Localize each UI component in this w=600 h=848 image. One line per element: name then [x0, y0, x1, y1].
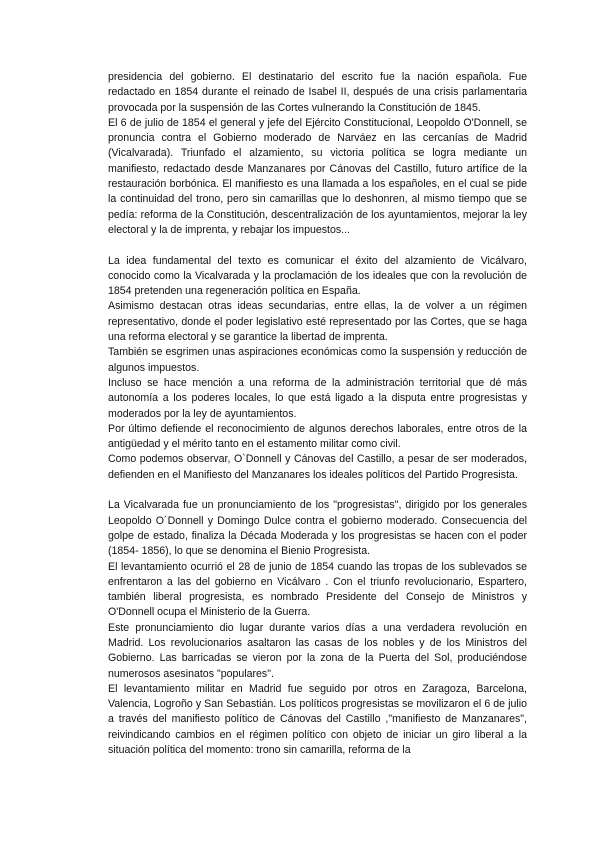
- paragraph: La idea fundamental del texto es comunicar el éxito del alzamiento de Vicálvaro, conocido como la Vicalvarada y la proclamación de los ideales que con la revolución de 1854 pretenden una regeneración política en España.: [108, 254, 527, 298]
- paragraph: Asimismo destacan otras ideas secundarias, entre ellas, la de volver a un régimen representativo, donde el poder legislativo esté representado por las Cortes, que se haga una reforma electoral y se garantice la libertad de imprenta.: [108, 300, 527, 344]
- paragraph: Por último defiende el reconocimiento de algunos derechos laborales, entre otros de la antigüedad y el mérito tanto en el estamento militar como civil.: [108, 422, 527, 451]
- paragraph-gap: [108, 238, 527, 253]
- paragraph: presidencia del gobierno. El destinatario del escrito fue la nación española. Fue redactado en 1854 durante el reinado de Isabel II, después de una crisis parlamentaria provocada por la suspensión de las Cortes vulnerando la Constitución de 1845.: [108, 71, 527, 114]
- paragraph: Incluso se hace mención a una reforma de la administración territorial que dé más autonomía a los poderes locales, lo que está ligado a la disputa entre progresistas y moderados por la ley de ayuntamientos.: [108, 376, 527, 420]
- paragraph-gap: [108, 483, 527, 498]
- paragraph: La Vicalvarada fue un pronunciamiento de los "progresistas", dirigido por los generales Leopoldo O´Donnell y Domingo Dulce contra el gobierno moderado. Consecuencia del golpe de estado, finaliza la Década Moderada y los progresistas se hacen con el poder (1854- 1856), lo que se denomina el Bienio Progresista.: [108, 499, 527, 558]
- paragraph: El levantamiento militar en Madrid fue seguido por otros en Zaragoza, Barcelona, Valencia, Logroño y San Sebastián. Los políticos progresistas se movilizaron el 6 de julio a través del manifiesto político de Cánovas del Castillo ,"manifiesto de Manzanares", reivindicando cambios en el régimen político con objeto de iniciar un giro liberal a la situación política del momento: trono sin camarilla, reforma de la: [108, 682, 527, 757]
- paragraph: Este pronunciamiento dio lugar durante varios días a una verdadera revolución en Madrid. Los revolucionarios asaltaron las casas de los nobles y de los Ministros del Gobierno. Las barricadas se vieron por la zona de la Puerta del Sol, produciéndose numerosos asesinatos "populares".: [108, 621, 527, 680]
- document-page: [108, 70, 527, 758]
- paragraph: El 6 de julio de 1854 el general y jefe del Ejército Constitucional, Leopoldo O'Donnell, se pronuncia contra el Gobierno moderado de Narváez en las cercanías de Madrid (Vicalvarada). Triunfado el alzamiento, su victoria política se logra mediante un manifiesto, redactado desde Manzanares por Cánovas del Castillo, futuro artífice de la restauración borbónica. El manifiesto es una llamada a los españoles, en el cual se pide la continuidad del trono, pero sin camarillas que lo deshonren, al mismo tiempo que se pedía: reforma de la Constitución, descentralización de los ayuntamientos, mejorar la ley electoral y la de imprenta, y rebajar los impuestos...: [108, 116, 527, 236]
- paragraph: El levantamiento ocurrió el 28 de junio de 1854 cuando las tropas de los sublevados se enfrentaron a las del gobierno en Vicálvaro . Con el triunfo revolucionario, Espartero, también liberal progresista, es nombrado Presidente del Consejo de Ministros y O'Donnell ocupa el Ministerio de la Guerra.: [108, 560, 527, 619]
- paragraph: Como podemos observar, O`Donnell y Cánovas del Castillo, a pesar de ser moderados, defienden en el Manifiesto del Manzanares los ideales políticos del Partido Progresista.: [108, 453, 527, 481]
- paragraph: También se esgrimen unas aspiraciones económicas como la suspensión y reducción de algunos impuestos.: [108, 346, 527, 374]
